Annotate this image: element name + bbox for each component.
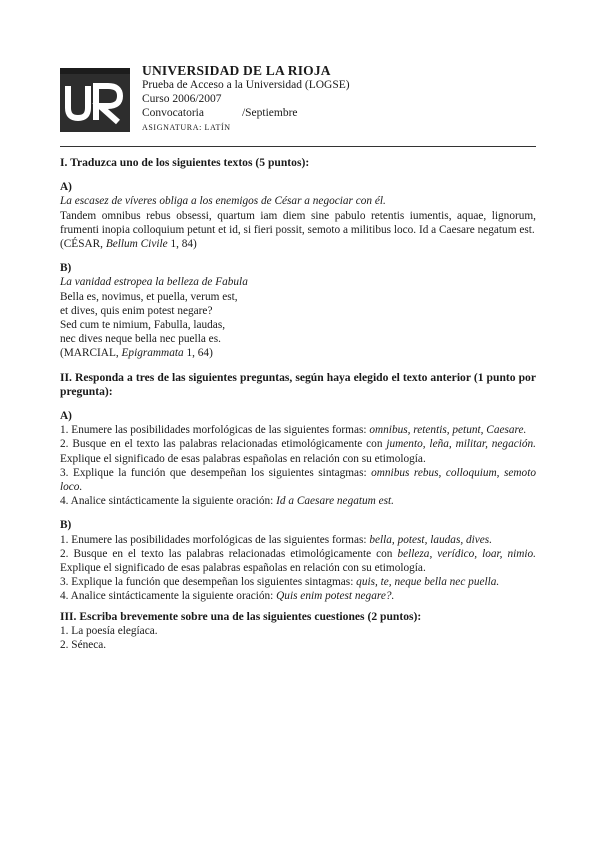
- group-a-label: A): [60, 410, 72, 423]
- question-terms: quis, te, neque bella nec puella.: [356, 576, 500, 589]
- university-name: UNIVERSIDAD DE LA RIOJA: [142, 63, 331, 78]
- question-text: 2. Busque en el texto las palabras relacionadas etimológicamente con: [60, 438, 387, 451]
- source-work: Bellum Civile: [105, 238, 168, 251]
- question: [60, 547, 536, 575]
- exam-name: Prueba de Acceso a la Universidad (LOGSE): [142, 79, 350, 91]
- question-text: 2. Busque en el texto las palabras relacionadas etimológicamente con: [60, 547, 398, 560]
- university-logo: [60, 68, 130, 132]
- question-text: 3. Explique la función que desempeñan los siguientes sintagmas:: [60, 576, 357, 589]
- question: [60, 466, 536, 494]
- question-terms: jumento, leña, militar, negación.: [386, 438, 537, 451]
- poem-line: Bella es, novimus, et puella, verum est,: [60, 290, 238, 303]
- subject-label: ASIGNATURA: LATÍN: [142, 123, 231, 132]
- question-terms: Quis enim potest negare?.: [276, 590, 395, 603]
- source-author: (CÉSAR,: [60, 238, 106, 251]
- topic-item: 1. La poesía elegíaca.: [60, 624, 158, 637]
- source-ref: 1, 84): [167, 238, 197, 251]
- question: [60, 437, 536, 465]
- exam-content: [60, 156, 536, 652]
- poem-line: et dives, quis enim potest negare?: [60, 304, 213, 317]
- question-terms: belleza, verídico, loar, nimio.: [397, 547, 537, 560]
- source-work: Epigrammata: [121, 347, 184, 360]
- question: [60, 533, 536, 547]
- convocatoria-line: [142, 106, 350, 120]
- question-terms: omnibus, retentis, petunt, Caesare.: [369, 424, 527, 437]
- question: [60, 589, 536, 603]
- text-a-title: La escasez de víveres obliga a los enemigos de César a negociar con él.: [60, 195, 386, 208]
- question-text: Explique el significado de esas palabras españolas en relación con su etimología.: [60, 452, 426, 465]
- question-text: 3. Explique la función que desempeñan los siguientes sintagmas:: [60, 466, 372, 479]
- text-b-source: [60, 346, 536, 360]
- text-a-source: [60, 237, 536, 251]
- question: [60, 494, 536, 508]
- question-terms: Id a Caesare negatum est.: [276, 495, 395, 508]
- question-text: 1. Enumere las posibilidades morfológicas de las siguientes formas:: [60, 424, 370, 437]
- question-text: 4. Analice sintácticamente la siguiente oración:: [60, 590, 277, 603]
- convocatoria-label: Convocatoria: [142, 107, 204, 119]
- question-text: 4. Analice sintácticamente la siguiente oración:: [60, 495, 277, 508]
- course-year: Curso 2006/2007: [142, 93, 222, 105]
- question-terms: omnibus rebus, colloquium, semoto loco.: [60, 466, 536, 494]
- text-a-body: Tandem omnibus rebus obsessi, quartum iam diem sine pabulo retentis iumentis, aquae, lignorum, frumenti inopia colloquium petunt et id, si fieri possit, semoto a militibus loco. Id a Caesare negatum est.: [60, 209, 536, 236]
- source-author: (MARCIAL,: [60, 347, 122, 360]
- text-b-label: B): [60, 262, 72, 275]
- section1-title: I. Traduzca uno de los siguientes textos (5 puntos):: [60, 156, 310, 169]
- header-divider: [60, 146, 536, 147]
- question-terms: bella, potest, laudas, dives.: [369, 533, 493, 546]
- poem-line: nec dives neque bella nec puella es.: [60, 333, 221, 346]
- question: [60, 575, 536, 589]
- text-b-title: La vanidad estropea la belleza de Fabula: [60, 276, 248, 289]
- question-text: 1. Enumere las posibilidades morfológicas de las siguientes formas:: [60, 533, 370, 546]
- group-b-label: B): [60, 519, 72, 532]
- text-a-label: A): [60, 181, 72, 194]
- section2-title: II. Responda a tres de las siguientes preguntas, según haya elegido el texto anterior (1 punto por pregunta):: [60, 370, 536, 398]
- poem-line: Sed cum te nimium, Fabulla, laudas,: [60, 319, 226, 332]
- topic-item: 2. Séneca.: [60, 639, 107, 652]
- source-ref: 1, 64): [183, 347, 213, 360]
- exam-header: [142, 64, 350, 135]
- question: [60, 423, 536, 437]
- convocatoria-month: /Septiembre: [241, 107, 298, 119]
- question-text: Explique el significado de esas palabras españolas en relación con su etimología.: [60, 562, 426, 575]
- section3-title: III. Escriba brevemente sobre una de las siguientes cuestiones (2 puntos):: [60, 609, 422, 623]
